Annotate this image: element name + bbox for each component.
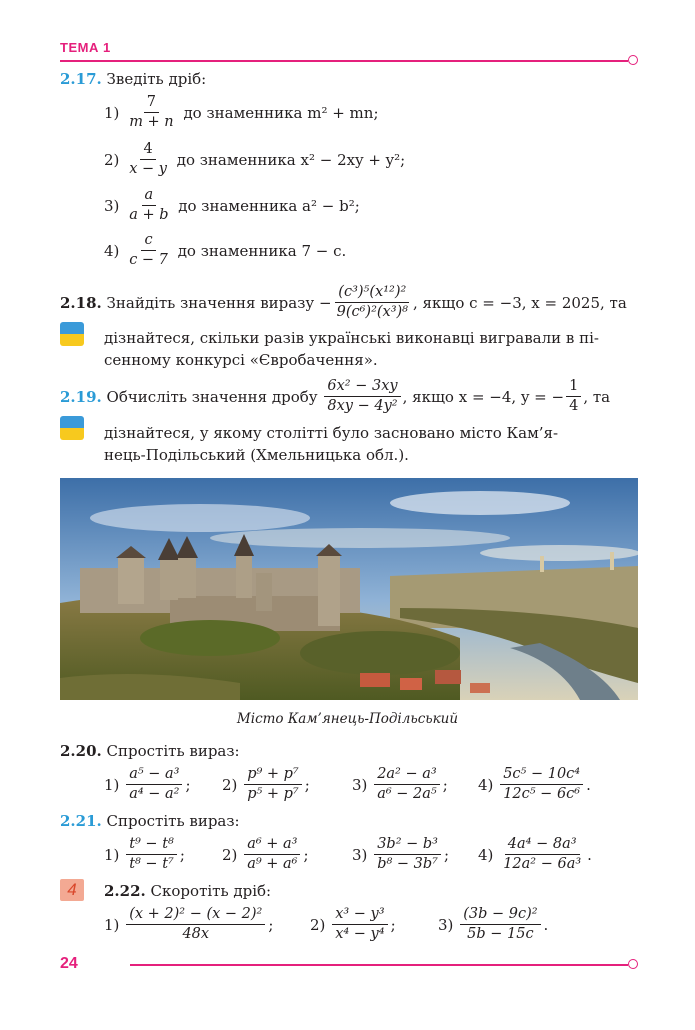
problem-title: Скоротіть дріб: bbox=[150, 882, 272, 900]
ukraine-flag-icon bbox=[60, 416, 84, 440]
problem-2-17-item-1 bbox=[104, 94, 379, 131]
item-punct: ; bbox=[268, 915, 274, 934]
problem-title: Спростіть вираз: bbox=[106, 742, 240, 760]
problem-number: 2.19. bbox=[60, 387, 102, 406]
item-label: 4) bbox=[478, 775, 494, 794]
problem-2-21-item-1 bbox=[104, 836, 185, 873]
problem-2-20-item-4 bbox=[478, 766, 591, 803]
fraction bbox=[374, 766, 440, 803]
denominator: b⁸ − 3b⁷ bbox=[377, 856, 438, 872]
problem-2-17-item-2 bbox=[104, 141, 405, 178]
header-rule-end bbox=[628, 55, 638, 65]
numerator: a bbox=[142, 187, 157, 206]
numerator: 5c⁵ − 10c⁴ bbox=[500, 766, 583, 785]
problem-number: 2.17. bbox=[60, 70, 102, 88]
problem-2-20-heading bbox=[60, 740, 240, 762]
item-label: 2) bbox=[222, 775, 238, 794]
footer-rule-end bbox=[628, 959, 638, 969]
problem-2-18-line-3: сенному конкурсі «Євробачення». bbox=[104, 351, 378, 369]
item-label: 1) bbox=[104, 103, 120, 122]
numerator: 3b² − b³ bbox=[374, 836, 441, 855]
problem-2-22-heading bbox=[104, 880, 271, 902]
denominator: x − y bbox=[129, 161, 167, 177]
problem-2-17-heading bbox=[60, 68, 206, 90]
denominator: 12a² − 6a³ bbox=[503, 856, 582, 872]
numerator: c bbox=[141, 232, 155, 251]
numerator: x³ − y³ bbox=[332, 906, 387, 925]
item-text: до знаменника x² − 2xy + y²; bbox=[176, 150, 406, 169]
fraction bbox=[500, 766, 583, 803]
item-punct: ; bbox=[390, 915, 396, 934]
problem-text: , та bbox=[583, 387, 611, 406]
fraction bbox=[126, 836, 177, 873]
header-rule bbox=[60, 60, 628, 62]
item-punct: . bbox=[543, 915, 549, 934]
fraction bbox=[324, 378, 400, 415]
numerator: 1 bbox=[566, 378, 581, 397]
denominator: t⁸ − t⁷ bbox=[129, 856, 174, 872]
numerator: t⁹ − t⁸ bbox=[126, 836, 177, 855]
ukraine-flag-icon bbox=[60, 322, 84, 346]
problem-2-17-item-4 bbox=[104, 232, 346, 269]
problem-title: Спростіть вираз: bbox=[106, 812, 240, 830]
problem-text: Знайдіть значення виразу bbox=[106, 293, 315, 312]
numerator: 2a² − a³ bbox=[374, 766, 440, 785]
item-label: 3) bbox=[438, 915, 454, 934]
item-text: до знаменника m² + mn; bbox=[183, 103, 379, 122]
denominator: a + b bbox=[129, 207, 169, 223]
fraction bbox=[126, 187, 171, 224]
fraction bbox=[126, 766, 182, 803]
numerator: (x + 2)² − (x − 2)² bbox=[126, 906, 265, 925]
item-label: 1) bbox=[104, 775, 120, 794]
item-punct: ; bbox=[185, 775, 191, 794]
problem-number: 2.20. bbox=[60, 742, 102, 760]
problem-title: Зведіть дріб: bbox=[106, 70, 207, 88]
fraction bbox=[126, 906, 265, 943]
denominator: 5b − 15c bbox=[467, 926, 534, 942]
problem-2-20-item-3 bbox=[352, 766, 448, 803]
problem-2-18-line-2: дізнайтеся, скільки разів українські виконавці вигравали в пі- bbox=[104, 329, 599, 347]
problem-text: , якщо x = −4, y = − bbox=[402, 387, 565, 406]
problem-2-21-heading bbox=[60, 810, 240, 832]
fraction bbox=[126, 94, 176, 131]
problem-text: , якщо c = −3, x = 2025, та bbox=[413, 293, 627, 312]
kamianets-podilskyi-photo bbox=[60, 478, 638, 700]
problem-2-21-item-4 bbox=[478, 836, 592, 873]
problem-2-21-item-2 bbox=[222, 836, 309, 873]
fraction bbox=[500, 836, 584, 873]
numerator: 4 bbox=[140, 141, 155, 160]
problem-2-17-item-3 bbox=[104, 187, 360, 224]
denominator: m + n bbox=[129, 114, 174, 130]
fraction bbox=[334, 284, 411, 321]
item-label: 3) bbox=[352, 845, 368, 864]
item-text: до знаменника a² − b²; bbox=[178, 196, 360, 215]
item-label: 1) bbox=[104, 915, 120, 934]
item-label: 1) bbox=[104, 845, 120, 864]
problem-2-18-line-1 bbox=[60, 284, 627, 321]
item-punct: . bbox=[587, 845, 592, 864]
numerator: 6x² − 3xy bbox=[324, 378, 400, 397]
item-punct: ; bbox=[303, 845, 309, 864]
numerator: a⁶ + a³ bbox=[244, 836, 300, 855]
denominator: 12c⁵ − 6c⁶ bbox=[503, 786, 581, 802]
item-punct: ; bbox=[304, 775, 310, 794]
denominator: x⁴ − y⁴ bbox=[335, 926, 385, 942]
problem-2-19-line-3: нець-Подільський (Хмельницька обл.). bbox=[104, 446, 409, 464]
problem-number: 2.21. bbox=[60, 812, 102, 830]
fraction bbox=[126, 141, 170, 178]
item-label: 4) bbox=[478, 845, 494, 864]
fraction bbox=[460, 906, 540, 943]
item-label: 3) bbox=[104, 196, 120, 215]
topic-label: ТЕМА 1 bbox=[60, 40, 111, 55]
fraction bbox=[566, 378, 581, 415]
numerator: 4a⁴ − 8a³ bbox=[505, 836, 580, 855]
numerator: (3b − 9c)² bbox=[460, 906, 540, 925]
item-label: 2) bbox=[104, 150, 120, 169]
denominator: a⁹ + a⁶ bbox=[247, 856, 298, 872]
footer-rule bbox=[130, 964, 628, 966]
page-number: 24 bbox=[60, 955, 78, 972]
problem-text: Обчисліть значення дробу bbox=[106, 387, 318, 406]
problem-number: 2.22. bbox=[104, 882, 146, 900]
item-label: 3) bbox=[352, 775, 368, 794]
item-label: 2) bbox=[310, 915, 326, 934]
item-punct: ; bbox=[442, 775, 448, 794]
fraction bbox=[244, 836, 300, 873]
problem-2-19-line-2: дізнайтеся, у якому столітті було засновано місто Кам’я- bbox=[104, 424, 559, 442]
item-punct: ; bbox=[443, 845, 450, 864]
item-text: до знаменника 7 − c. bbox=[177, 241, 347, 260]
photo-caption: Місто Кам’янець-Подільський bbox=[236, 711, 459, 727]
item-punct: ; bbox=[179, 845, 185, 864]
denominator: 4 bbox=[569, 398, 579, 414]
denominator: 9(c⁶)²(x³)⁸ bbox=[336, 304, 408, 320]
problem-2-22-item-2 bbox=[310, 906, 396, 943]
problem-2-20-item-1 bbox=[104, 766, 191, 803]
item-label: 2) bbox=[222, 845, 238, 864]
numerator: p⁹ + p⁷ bbox=[244, 766, 302, 785]
denominator: 48x bbox=[182, 926, 210, 942]
fraction bbox=[126, 232, 171, 269]
problem-2-21-item-3 bbox=[352, 836, 449, 873]
difficulty-badge: 4 bbox=[60, 879, 84, 901]
problem-2-22-item-1 bbox=[104, 906, 273, 943]
problem-2-20-item-2 bbox=[222, 766, 310, 803]
fraction bbox=[332, 906, 387, 943]
denominator: 8xy − 4y² bbox=[327, 398, 398, 414]
fraction bbox=[374, 836, 441, 873]
denominator: a⁶ − 2a⁵ bbox=[377, 786, 437, 802]
denominator: p⁵ + p⁷ bbox=[247, 786, 299, 802]
problem-2-22-item-3 bbox=[438, 906, 548, 943]
problem-2-19-line-1 bbox=[60, 378, 610, 415]
item-punct: . bbox=[586, 775, 591, 794]
numerator: 7 bbox=[144, 94, 159, 113]
fraction bbox=[244, 766, 302, 803]
numerator: (c³)⁵(x¹²)² bbox=[335, 284, 409, 303]
numerator: a⁵ − a³ bbox=[126, 766, 182, 785]
minus-sign: − bbox=[319, 293, 332, 312]
denominator: a⁴ − a² bbox=[129, 786, 180, 802]
denominator: c − 7 bbox=[129, 252, 168, 268]
problem-number: 2.18. bbox=[60, 293, 102, 312]
item-label: 4) bbox=[104, 241, 120, 260]
